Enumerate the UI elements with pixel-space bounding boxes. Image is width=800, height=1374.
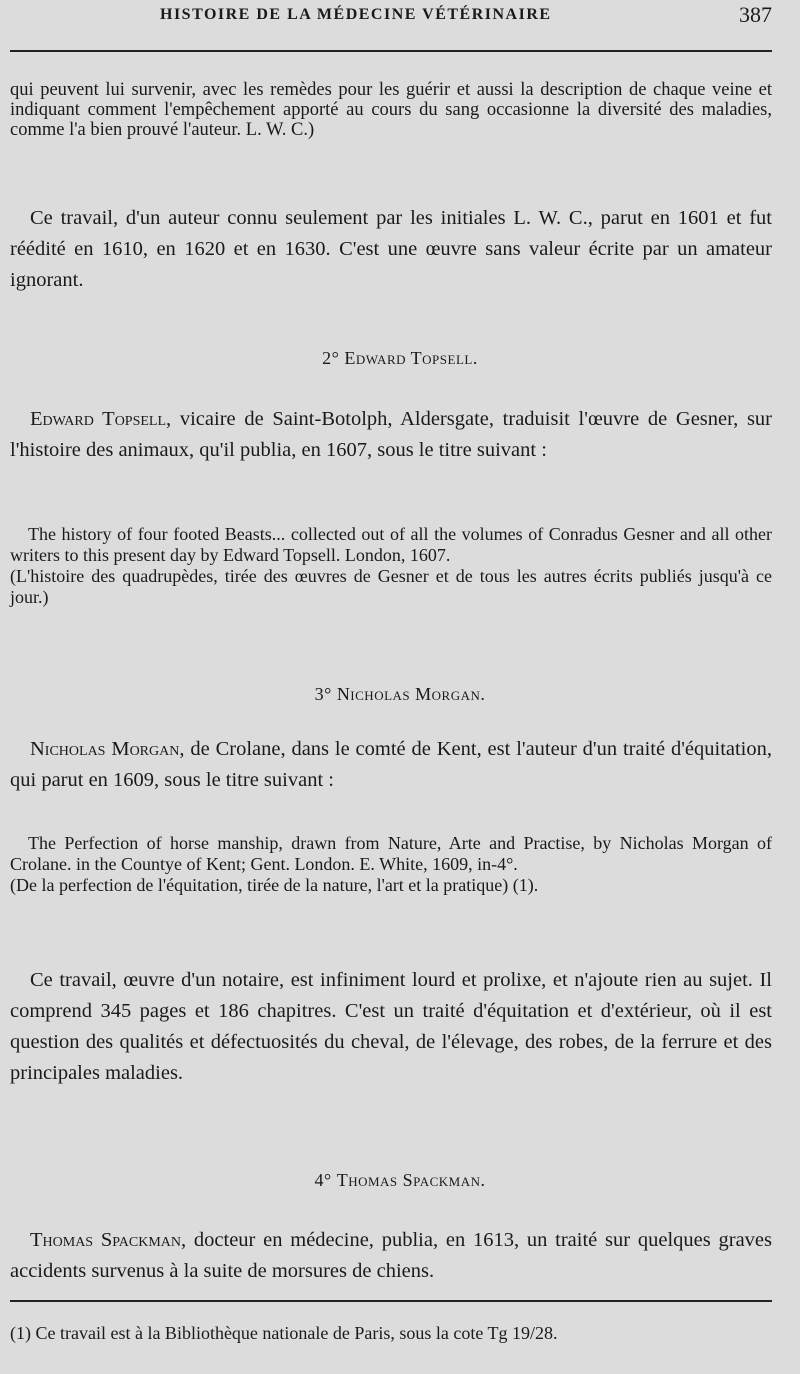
section-3-heading — [0, 684, 800, 705]
footnote: (1) Ce travail est à la Bibliothèque nationale de Paris, sous la cote Tg 19/28. — [10, 1323, 558, 1343]
section-2-paragraph — [10, 404, 772, 466]
footnote-block — [10, 1322, 772, 1344]
section-4-paragraph — [10, 1225, 772, 1287]
section-4-number: 4° — [314, 1170, 332, 1190]
section-3-comment: Ce travail, œuvre d'un notaire, est infiniment lourd et prolixe, et n'ajoute rien au sujet. Il comprend 345 pages et 186 chapitres. C'est un traité d'équitation et d'extérieur, où il est question des qualités et défectuosités du cheval, de l'élevage, des robes, de la ferrure et des principales maladies. — [10, 969, 772, 1084]
header-rule — [10, 50, 772, 52]
section-2-number: 2° — [322, 348, 340, 368]
section-3-quote-block — [10, 833, 772, 896]
section-4-heading — [0, 1170, 800, 1191]
section-2-quote-en: The history of four footed Beasts... collected out of all the volumes of Conradus Gesner and all other writers to this present day by Edward Topsell. London, 1607. — [10, 524, 772, 565]
section-2-lead-name: Edward Topsell — [30, 408, 167, 430]
section-3-quote-en: The Perfection of horse manship, drawn from Nature, Arte and Practise, by Nicholas Morgan of Crolane. in the Countye of Kent; Gent. London. E. White, 1609, in-4°. — [10, 833, 772, 874]
section-4-paragraph-block — [10, 1225, 772, 1287]
paragraph-lwc-block — [10, 203, 772, 296]
section-2-title: Edward Topsell. — [344, 348, 478, 368]
section-2-paragraph-block — [10, 404, 772, 466]
section-3-lead-name: Nicholas Morgan — [30, 738, 180, 760]
running-header — [0, 0, 800, 38]
section-4-title: Thomas Spackman. — [336, 1170, 486, 1190]
section-3-paragraph — [10, 734, 772, 796]
intro-continuation-block — [10, 80, 772, 140]
section-2-body: , vicaire de Saint-Botolph, Aldersgate, traduisit l'œuvre de Gesner, sur l'histoire des animaux, qu'il publia, en 1607, sous le titre suivant : — [10, 408, 773, 461]
paragraph-lwc: Ce travail, d'un auteur connu seulement par les initiales L. W. C., parut en 1601 et fut réédité en 1610, en 1620 et en 1630. C'est une œuvre sans valeur écrite par un amateur ignorant. — [10, 207, 772, 291]
section-2-quote-fr: (L'histoire des quadrupèdes, tirée des œuvres de Gesner et de tous les autres écrits publiés jusqu'à ce jour.) — [10, 566, 772, 607]
section-3-quote-fr: (De la perfection de l'équitation, tirée de la nature, l'art et la pratique) (1). — [10, 875, 539, 895]
section-2-heading — [0, 348, 800, 369]
section-4-body: , docteur en médecine, publia, en 1613, un traité sur quelques graves accidents survenus à la suite de morsures de chiens. — [10, 1229, 773, 1282]
intro-continuation: qui peuvent lui survenir, avec les remèdes pour les guérir et aussi la description de chaque veine et indiquant comment l'empêchement apporté au cours du sang occasionne la diversité des maladies, comme l'a bien prouvé l'auteur. L. W. C.) — [10, 80, 772, 140]
section-3-paragraph-block — [10, 734, 772, 796]
section-3-comment-block — [10, 965, 772, 1089]
footnote-rule — [10, 1300, 772, 1302]
section-3-number: 3° — [314, 684, 332, 704]
section-2-quote-block — [10, 524, 772, 608]
section-4-lead-name: Thomas Spackman — [30, 1229, 181, 1251]
section-3-title: Nicholas Morgan. — [336, 684, 486, 704]
running-title: HISTOIRE DE LA MÉDECINE VÉTÉRINAIRE — [160, 6, 552, 23]
page-number: 387 — [739, 2, 772, 27]
section-3-body: , de Crolane, dans le comté de Kent, est l'auteur d'un traité d'équitation, qui parut en 1609, sous le titre suivant : — [10, 738, 773, 791]
